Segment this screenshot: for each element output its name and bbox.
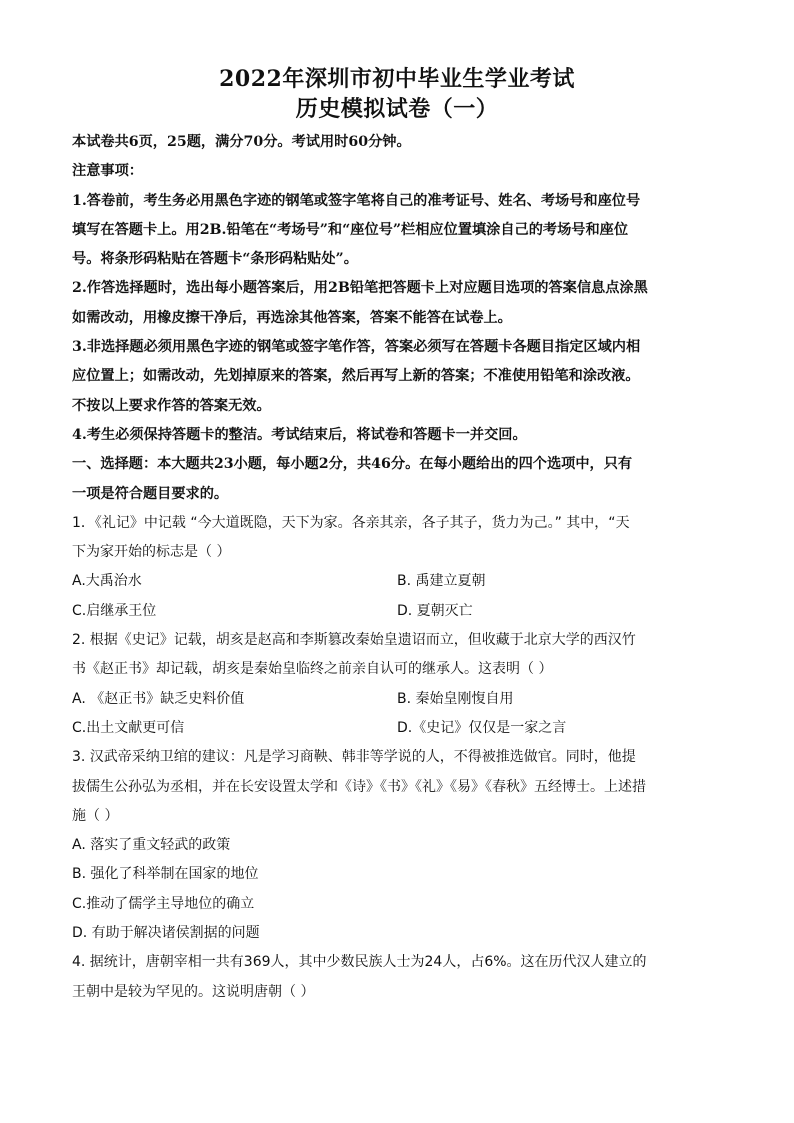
note-line: 号。将条形码粘贴在答题卡“条形码粘贴处”。 bbox=[72, 251, 358, 268]
option-row bbox=[72, 597, 722, 626]
option-c: C.启继承王位 bbox=[72, 602, 157, 619]
question-line: 3. 汉武帝采纳卫绾的建议：凡是学习商鞅、韩非等学说的人，不得被推选做官。同时，他提 bbox=[72, 749, 636, 766]
note-line: 3.非选择题必须用黑色字迹的钢笔或签字笔作答，答案必须写在答题卡各题目指定区域内相 bbox=[72, 339, 641, 356]
question-line: 书《赵正书》却记载，胡亥是秦始皇临终之前亲自认可的继承人。这表明（ ） bbox=[72, 661, 553, 678]
question-4 bbox=[72, 948, 722, 1007]
question-line: 2. 根据《史记》记载，胡亥是赵高和李斯篡改秦始皇遗诏而立，但收藏于北京大学的西汉竹 bbox=[72, 632, 636, 649]
option-d: D. 有助于解决诸侯割据的问题 bbox=[72, 925, 260, 942]
question-line: 1．《礼记》中记载 “今大道既隐，天下为家。各亲其亲，各子其子，货力为己。” 其中，“天 bbox=[72, 514, 630, 531]
note-line: 1.答卷前，考生务必用黑色字迹的钢笔或签字笔将自己的准考证号、姓名、考场号和座位号 bbox=[72, 192, 641, 209]
option-d: D. 夏朝灭亡 bbox=[397, 602, 473, 619]
question-2 bbox=[72, 626, 722, 743]
exam-body bbox=[72, 128, 722, 1007]
option-c: C.推动了儒学主导地位的确立 bbox=[72, 895, 255, 912]
section-heading bbox=[72, 450, 722, 509]
option-b: B. 禹建立夏朝 bbox=[397, 573, 486, 590]
notes-heading: 注意事项： bbox=[72, 163, 143, 180]
question-line: 下为家开始的标志是（ ） bbox=[72, 544, 231, 561]
option-row bbox=[72, 714, 722, 743]
note-line: 不按以上要求作答的答案无效。 bbox=[72, 397, 271, 414]
option-c: C.出土文献更可信 bbox=[72, 719, 185, 736]
option-a: A.大禹治水 bbox=[72, 573, 142, 590]
question-line: 王朝中是较为罕见的。这说明唐朝（ ） bbox=[72, 983, 315, 1000]
option-row bbox=[72, 567, 722, 596]
question-1 bbox=[72, 509, 722, 626]
option-a: A. 落实了重文轻武的政策 bbox=[72, 837, 231, 854]
note-line: 应位置上；如需改动，先划掉原来的答案，然后再写上新的答案；不准使用铅笔和涂改液。 bbox=[72, 368, 640, 385]
exam-subtitle: 历史模拟试卷（一） bbox=[295, 96, 499, 122]
option-b: B. 强化了科举制在国家的地位 bbox=[72, 866, 259, 883]
question-line: 拔儒生公孙弘为丞相，并在长安设置太学和《诗》《书》《礼》《易》《春秋》五经博士。上述措 bbox=[72, 778, 646, 795]
note-line: 2.作答选择题时，选出每小题答案后，用2B铅笔把答题卡上对应题目选项的答案信息点涂黑 bbox=[72, 280, 648, 297]
section-line: 一、选择题：本大题共23小题，每小题2分，共46分。在每小题给出的四个选项中，只有 bbox=[72, 456, 633, 473]
question-3 bbox=[72, 743, 722, 948]
question-line: 4. 据统计，唐朝宰相一共有369人，其中少数民族人士为24人，占6%。这在历代汉人建立的 bbox=[72, 954, 647, 971]
option-d: D.《史记》仅仅是一家之言 bbox=[397, 719, 567, 736]
note-line: 4.考生必须保持答题卡的整洁。考试结束后，将试卷和答题卡一并交回。 bbox=[72, 426, 527, 443]
section-line: 一项是符合题目要求的。 bbox=[72, 485, 229, 502]
option-a: A. 《赵正书》缺乏史料价值 bbox=[72, 690, 245, 707]
notes-list bbox=[72, 187, 722, 451]
exam-title: 2022年深圳市初中毕业生学业考试 bbox=[219, 66, 575, 92]
intro-text: 本试卷共6页，25题，满分70分。考试用时60分钟。 bbox=[72, 134, 411, 150]
question-line: 施（ ） bbox=[72, 807, 119, 824]
note-line: 填写在答题卡上。用2B.铅笔在“考场号”和“座位号”栏相应位置填涂自己的考场号和座位 bbox=[72, 221, 629, 238]
option-row bbox=[72, 685, 722, 714]
option-b: B. 秦始皇刚愎自用 bbox=[397, 690, 514, 707]
note-line: 如需改动，用橡皮擦干净后，再选涂其他答案，答案不能答在试卷上。 bbox=[72, 309, 512, 326]
